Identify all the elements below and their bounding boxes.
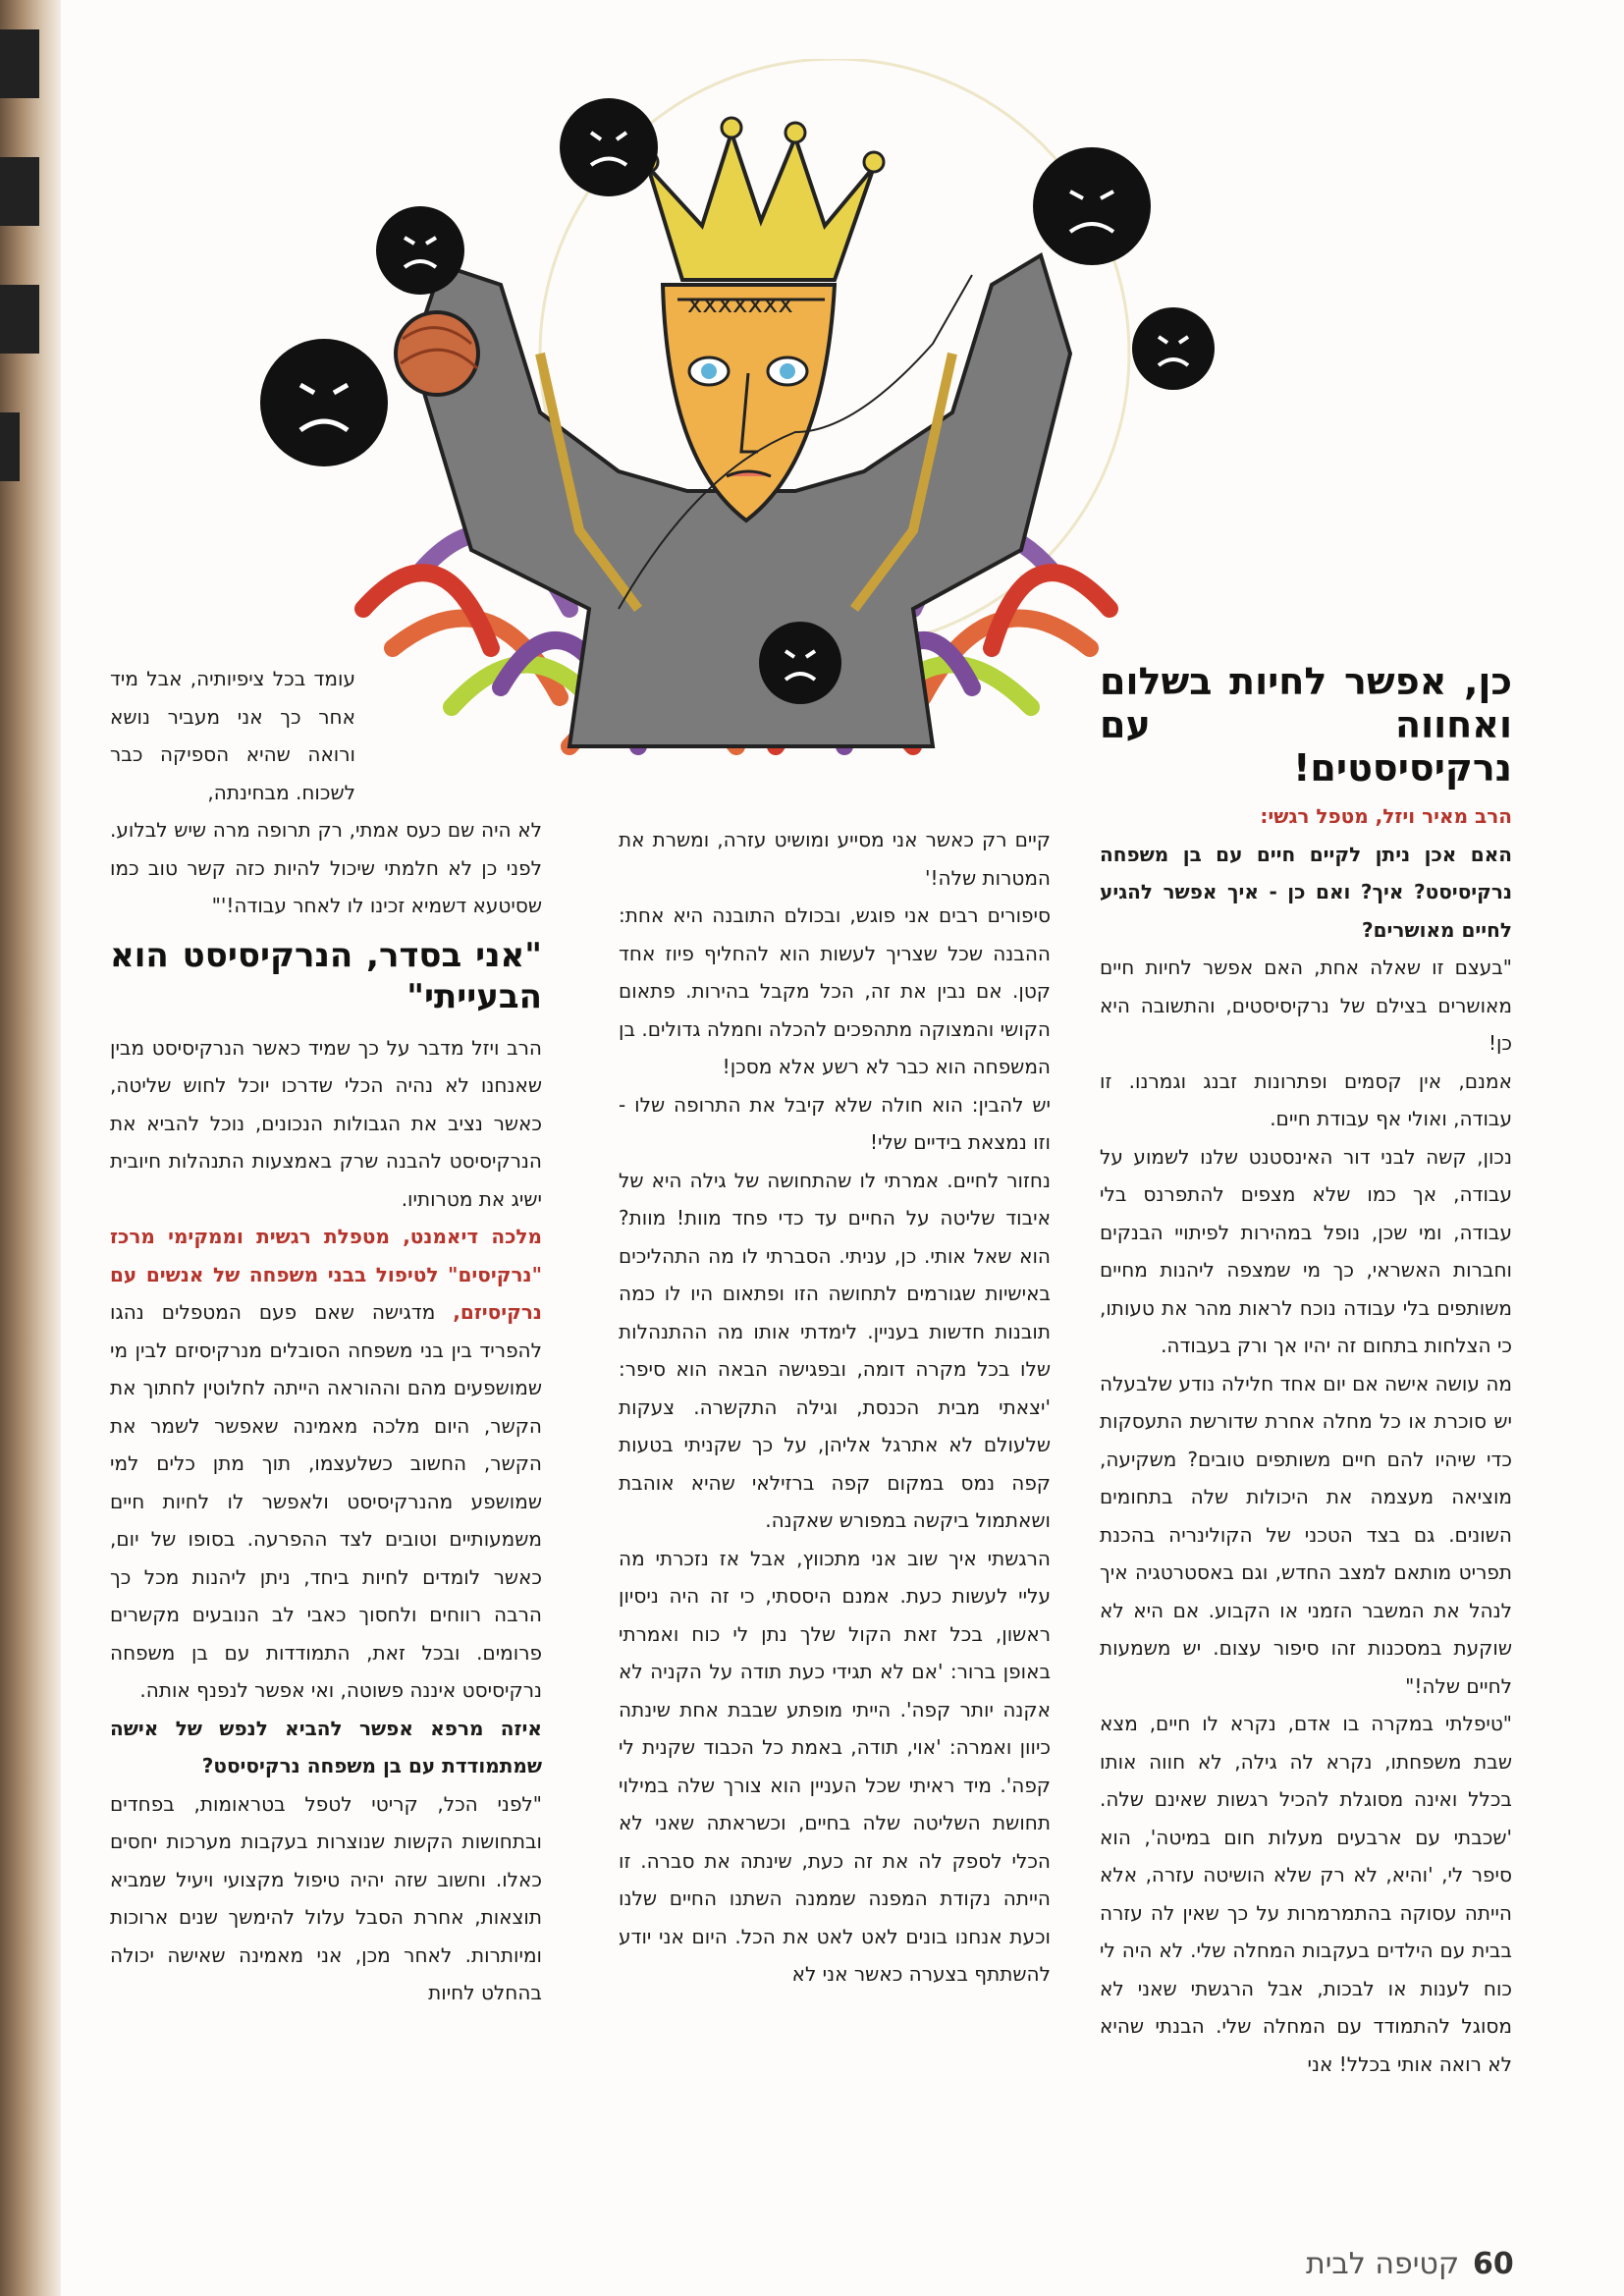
article-paragraph: האם אכן ניתן לקיים חיים עם בן משפחה נרקיסיסט? איך? ואם כן - איך אפשר להגיע לחיים מאושרים?	[1100, 842, 1512, 942]
article-left-column	[110, 660, 542, 2012]
edge-pattern	[0, 412, 20, 481]
article-headline: כן, אפשר לחיות בשלום ואחווה עם נרקיסיסטים!	[1100, 660, 1512, 790]
article-paragraph: נכון, קשה לבני דור האינסטנט שלנו לשמוע על עבודה, אך כמו שלא מצפים להתפרנס בלי עבודה, ומי שכן, נופל במהירות לפיתויי הבנקים וחברות האשראי, כך מי שמצפה ליהנות מחיים משותפים בלי עבודה נוכח לראות מהר את טעותו, כי הצלחות בתחום זה יהיו אך ורק בעבודה.	[1100, 1144, 1512, 1357]
sad-face-icon	[1132, 307, 1215, 390]
middle-column-text	[619, 821, 1051, 1994]
article-paragraph	[110, 1218, 542, 1710]
sad-face-icon	[376, 206, 464, 295]
article-middle-column	[619, 821, 1051, 1994]
article-paragraph: איזה מרפא אפשר להביא לנפש של אישה שמתמודדת עם בן משפחה נרקיסיסט?	[110, 1716, 542, 1777]
article-paragraph: "טיפלתי במקרה בו אדם, נקרא לו חיים, מצא שבת משפחתו, נקרא לה גילה, לא חווה אותו בכלל ואינה מסוגלת להכיל רגשות שאינם שלה. 'שכבתי עם ארבעים מעלות חום במיטה', הוא סיפר לי, 'והיא, לא רק שלא הושיטה עזרה, אלא הייתה עסוקה בהתמרמרות על כך שאין לה עזרה בבית עם הילדים בעקבות המחלה שלי. לא היה לי כוח לענות או לבכות, אבל הרגשתי שאני לא מסוגל להתמודד עם המחלה שלי. הבנתי שהיא לא רואה אותי בכלל! אני	[1100, 1712, 1512, 2076]
sad-face-icon	[560, 98, 658, 196]
highlighted-name: מלכה דיאמנט, מטפלת רגשית וממקימי מרכז "נרקיסים" לטיפול בבני משפחה של אנשים עם נרקיסיזם,	[110, 1225, 542, 1324]
magazine-title: קטיפה לבית	[1306, 2247, 1460, 2281]
section-subheading: "אני בסדר, הנרקיסיסט הוא הבעייתי"	[110, 935, 542, 1016]
yarn-ball-graphic	[396, 312, 478, 395]
sad-face-icon	[1033, 147, 1151, 265]
svg-text:xxxxxxx: xxxxxxx	[687, 290, 793, 319]
left-column-text	[110, 1029, 542, 2012]
crown-graphic	[648, 133, 874, 280]
left-column-intro-cont: לא היה שם כעס אמתי, רק תרופה מרה שיש לבלוע. לפני כן לא חלמתי שיכול להיות כזה קשר טוב כמו שסיטעא דשמיא זכינו לו לאחר עבודה!'"	[110, 818, 542, 917]
right-column-text	[1100, 836, 1512, 2084]
page-edge	[0, 0, 61, 2296]
paragraph-text: מדגישה שאם פעם המטפלים נהגו להפריד בין בני משפחה הסובלים מנרקיסיזם לבין מי שמושפעים מהם וההוראה הייתה לחלוטין לחתוך את הקשר, היום מלכה מאמינה שאפשר לשמר את הקשר, החשוב כשלעצמו, תוך מתן כלים למי שמושפע מהנרקיסיסט ולאפשר לו לחיות חיים משמעותיים וטובים לצד ההפרעה. בסופו של יום, כאשר לומדים לחיות ביחד, ניתן ליהנות מכל כך הרבה רווחים ולחסוך כאבי לב הנובעים מקשרים פרומים. ובכל זאת, התמודדות עם בן משפחה נרקיסיסט איננה פשוטה, ואי אפשר לנפנף אותה.	[110, 1300, 542, 1702]
page-number: 60	[1473, 2247, 1514, 2281]
sad-face-icon	[759, 622, 841, 704]
edge-pattern	[0, 285, 39, 354]
article-paragraph: הרגשתי איך שוב אני מתכווץ, אבל אז נזכרתי מה עליי לעשות כעת. אמנם היססתי, כי זה היה ניסיון ראשון, בכל זאת הקול שלך נתן לי כוח ואמרתי באופן ברור: 'אם לא תגידי כעת תודה על הקניה לא אקנה יותר קפה'. הייתי מופתע שבבת אחת שינתה כיוון ואמרה: 'אוי, תודה, באמת כל הכבוד שקנית לי קפה'. מיד ראיתי שכל העניין הוא צורך שלה במילוי תחושת השליטה שלה בחיים, וכשראתה שאני לא הכלי לספק לה את זה כעת, שינתה את סברה. זו הייתה נקודת המפנה שממנה השתנו החיים שלנו וכעת אנחנו בונים לאט לאט את הכל. היום אני יודע להשתתף בצערה כאשר אני לא	[619, 1546, 1051, 1986]
article-paragraph: אמנם, אין קסמים ופתרונות זבנג וגמרנו. זו עבודה, ואולי אף עבודת חיים.	[1100, 1068, 1512, 1130]
article-right-column	[1100, 660, 1512, 2083]
article-paragraph: מה עושה אישה אם יום אחד חלילה נודע שלבעלה יש סוכרת או כל מחלה אחרת שדורשת התעסקות כדי שיהיו להם חיים משותפים טובים? משקיעה, מוציאה מעצמה את היכולות שלה בתחומים השונים. גם בצד הטכני של הקולינריה בהכנת תפריט מותאם למצב החדש, וגם באסטרטגיה איך לנהל את המשבר הזמני או הקבוע. אם היא לא שוקעת במסכנות זהו סיפור עצום. יש משמעות לחיים שלה!"	[1100, 1371, 1512, 1698]
article-paragraph: יש להבין: הוא חולה שלא קיבל את התרופה שלו - וזו נמצאת בידיים שלי!	[619, 1092, 1051, 1154]
article-paragraph: נחזור לחיים. אמרתי לו שהתחושה של גילה היא של איבוד שליטה על החיים עד כדי פחד מוות! מוות? הוא שאל אותי. כן, עניתי. הסברתי לו מה התהליכים באישיות שגורמים לתחושה הזו ופתאום היו לו כמה תובנות חדשות בעניין. לימדתי אותו מה ההתנהלות שלו בכל מקרה דומה, ובפגישה הבאה הוא סיפר: 'יצאתי מבית הכנסת, וגילה התקשרה. צעקות שלעולם לא אתרגל אליהן, על כך שקניתי בטעות קפה נמס במקום קפה ברזילאי שהיא אוהבת ושאתמול ביקשה במפורש שאקנה.	[619, 1168, 1051, 1532]
article-byline: הרב מאיר ויזל, מטפל רגשי:	[1260, 804, 1512, 828]
edge-pattern	[0, 29, 39, 98]
article-paragraph: "בעצם זו שאלה אחת, האם אפשר לחיות חיים מאושרים בצילם של נרקיסיסטים, והתשובה היא כן!	[1100, 956, 1512, 1055]
article-paragraph: קיים רק כאשר אני מסייע ומושיט עזרה, ומשרת את המטרות שלה!'	[619, 828, 1051, 890]
article-paragraph: "לפני הכל, קריטי לטפל בטראומות, בפחדים ובתחושות הקשות שנוצרות בעקבות מערכות יחסים כאלו. וחשוב שזה יהיה טיפול מקצועי ויעיל שמביא תוצאות, אחרת הסבל עלול להימשך שנים ארוכות ומיותרות. לאחר מכן, אני מאמינה שאישה יכולה בהחלט לחיות	[110, 1791, 542, 2004]
edge-pattern	[0, 157, 39, 226]
article-paragraph: סיפורים רבים אני פוגש, ובכולם התובנה היא אחת: ההבנה שכל שצריך לעשות הוא להחליף פיוז אחד קטן. אם נבין את זה, הכל מקבל בהירות. פתאום הקושי והמצוקה מתהפכים להכלה וחמלה גדולים. בן המשפחה הוא כבר לא רשע אלא מסכן!	[619, 903, 1051, 1078]
article-paragraph: הרב ויזל מדבר על כך שמיד כאשר הנרקיסיסט מבין שאנחנו לא נהיה הכלי שדרכו יוכל לחוש שליטה, כאשר נציב את הגבולות הנכונים, נוכל להביא את הנרקיסיסט להבנה שרק באמצעות התנהלות חיובית ישיג את מטרותיו.	[110, 1035, 542, 1211]
left-column-intro: עומד בכל ציפיותיה, אבל מיד אחר כך אני מעביר נושא ורואה שהיא הספיקה כבר לשכוח. מבחינתה,	[110, 667, 355, 804]
sad-face-icon	[260, 339, 388, 466]
